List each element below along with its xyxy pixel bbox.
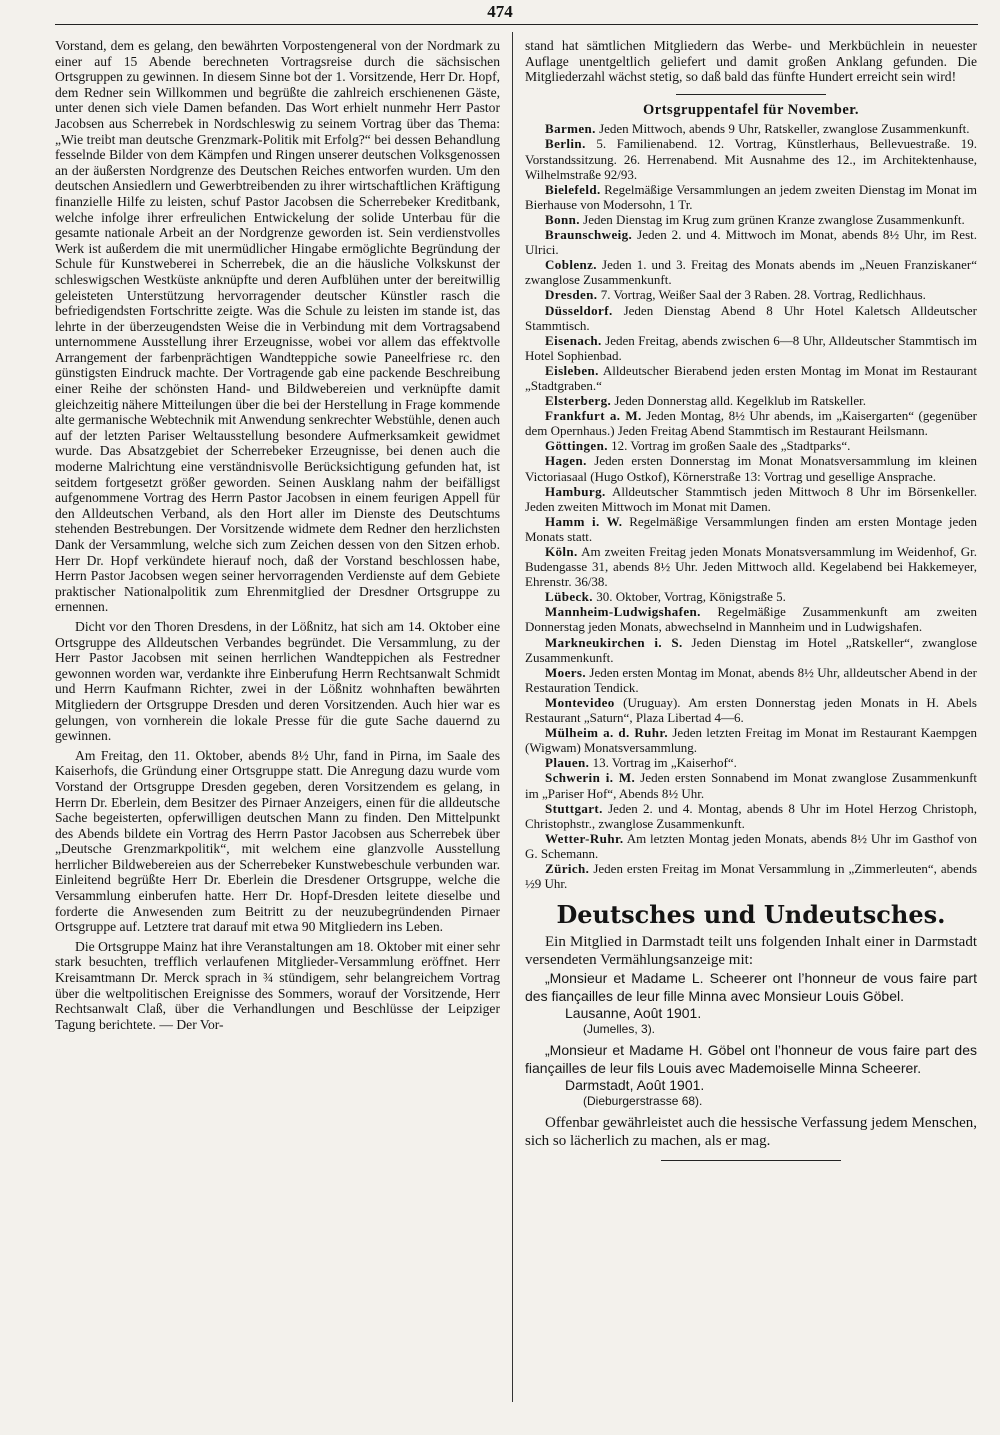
ortsgruppe-entry — [525, 287, 977, 302]
ortsgruppe-entry — [525, 665, 977, 695]
ortsgruppe-details: Regelmäßige Versammlungen finden am ersten Montage jeden Monats statt. — [525, 513, 978, 544]
intro-paragraph: Ein Mitglied in Darmstadt teilt uns folgenden Inhalt einer in Darmstadt versendeten Vermählungsanzeige mit: — [525, 934, 977, 969]
ortsgruppe-city: Wetter-Ruhr. — [545, 830, 624, 846]
ortsgruppe-city: Berlin. — [545, 136, 586, 152]
ortsgruppe-entry — [525, 755, 977, 770]
ortsgruppe-entry — [525, 212, 977, 227]
ortsgruppe-details: Alldeutscher Bierabend jeden ersten Montag im Monat im Restaurant „Stadtgraben.“ — [525, 362, 977, 393]
ortsgruppe-city: Bonn. — [545, 211, 580, 227]
ortsgruppe-details: 5. Familienabend. 12. Vortrag, Künstlerhaus, Bellevuestraße. 19. Vorstandssitzung. 26. Herrenabend. Mit Ausnahme des 12., im Architektenhause, Wilhelmstraße 92/93. — [525, 136, 978, 182]
ortsgruppe-entry — [525, 453, 977, 483]
ortsgruppe-city: Coblenz. — [545, 257, 597, 273]
ortsgruppe-city: Schwerin i. M. — [545, 770, 636, 786]
end-rule — [661, 1160, 841, 1161]
ortsgruppe-entry — [525, 438, 977, 453]
announcement-goebel-place: Darmstadt, Août 1901. — [565, 1077, 705, 1094]
ortsgruppe-city: Zürich. — [545, 860, 590, 876]
ortsgruppe-city: Frankfurt a. M. — [545, 408, 642, 424]
closing-remark: Offenbar gewährleistet auch die hessische Verfassung jedem Menschen, sich so lächerlich zu machen, als er mag. — [525, 1114, 977, 1149]
announcement-scheerer: „Monsieur et Madame L. Scheerer ont l’honneur de vous faire part des fiançailles de leur fille Minna avec Monsieur Louis Göbel. — [525, 970, 977, 1005]
ortsgruppe-city: Göttingen. — [545, 438, 608, 454]
right-column — [525, 38, 977, 1161]
ortsgruppe-details: 12. Vortrag im großen Saale des „Stadtparks“. — [611, 438, 851, 454]
ortsgruppe-entry — [525, 408, 977, 438]
ortsgruppe-entry — [525, 227, 977, 257]
ortsgruppe-details: Regelmäßige Versammlungen an jedem zweiten Dienstag im Monat im Bierhause von Modersohn, 1 Tr. — [525, 181, 978, 212]
ortsgruppe-details: Jeden 2. und 4. Montag, abends 8 Uhr im Hotel Herzog Christoph, Christophstr., zwanglose Zusammenkunft. — [525, 800, 977, 831]
ortsgruppe-city: Braunschweig. — [545, 227, 633, 243]
page-number: 474 — [487, 2, 513, 21]
ortsgruppe-entry — [525, 257, 977, 287]
ortsgruppe-entry — [525, 544, 977, 589]
announcement-scheerer-address: (Jumelles, 3). — [583, 1021, 656, 1036]
paragraph-dresden-lecture: Vorstand, dem es gelang, den bewährten Vorpostengeneral von der Nordmark zu einer auf 15 Abende berechneten Vortragsreise durch die sächsischen Ortsgruppen zu gewinnen. In diesem Sinne bot der 1. Vorsitzende, Herr Dr. Hopf, dem Redner sein Willkommen und begrüßte die zahlreich erschienenen Gäste, unter denen sich viele Damen befanden. Das Wort erhielt nunmehr Herr Pastor Jacobsen aus Scherrebek in Nordschleswig zu seinem Vortrag über das Thema: „Wie treibt man deutsche Grenzmark-Politik mit Erfolg?“ bei dessen Behandlung fesselnde Bilder von dem Kämpfen und Ringen unserer deutschen Volksgenossen an der äußersten Nordgrenze des Deutschen Reiches entworfen wurden. Um den deutschen Ansiedlern und Gewerbtreibenden zu ihrer wirtschaftlichen Kräftigung finanzielle Hilfe zu leisten, schuf Pastor Jacobsen die Scherrebeker Kreditbank, welche infolge ihrer erfreulichen Entwickelung der solide Unterbau für die gesamte nationale Arbeit an der Nordgrenze geworden ist. Sein verdienstvolles Werk ist außerdem die mit unermüdlicher Hingabe ermöglichte Begründung der Schule für Kunstweberei in Scherrebek, die an die häusliche Volkskunst der schleswigschen Westküste anknüpfte und deren Aufblühen unter der bereitwillig geleisteten Unterstützung hervorragender deutscher Künstler rasch die befriedigendsten Fortschritte zeigte. Was die Schule zu leisten im stande ist, das lehrte in der überzeugendsten Weise die in Verbindung mit dem Vortragsabend unternommene Ausstellung ihrer Erzeugnisse, wobei vor allem das effektvolle Arrangement der farbenprächtigen Wandteppiche sowie Paneelfriese rc. den günstigsten Eindruck machte. Der Vortragende gab eine packende Beschreibung einer Reihe der schönsten Hand- und Bildwebereien und verknüpfte damit gleichzeitig nähere Mitteilungen über die bei der Herstellung in Frage kommende alte germanische Webtechnik mit Anwendung senkrechter Webstühle, denen auch auf der letzten Pariser Weltausstellung besondere Aufmerksamkeit gewidmet wurde. Das Absatzgebiet der Scherrebeker Erzeugnisse, bei denen auch die moderne Malrichtung eine verständnisvolle Berücksichtigung gefunden hat, ist seitdem fortgesetzt größer geworden. Seinen Ausklang nahm der beifälligst aufgenommene Vortrag des Herrn Pastor Jacobsen in einem feurigen Appell für den Alldeutschen Verband, als den Hort aller im Dienste des Deutschtums stehenden Bestrebungen. Der Vorsitzende widmete dem Redner den herzlichsten Dank der Versammlung, welche sich zum Zeichen dessen von den Sitzen erhob. Herr Dr. Hopf verkündete hierauf noch, daß der Vorstand beschlossen habe, Herrn Pastor Jacobsen wegen seiner hervorragenden Verdienste auf dem Gebiete praktischer Nationalpolitik zum Ehrenmitglied der Dresdner Ortsgruppe zu ernennen. — [55, 38, 500, 615]
ortsgruppe-details: Jeden ersten Donnerstag im Monat Monatsversammlung im kleinen Victoriasaal (Hugo Ostkof), Körnerstraße 13: Vortrag und gesellige Ansprache. — [525, 453, 977, 484]
ortsgruppe-details: Jeden ersten Sonnabend im Monat zwanglose Zusammenkunft im „Pariser Hof“, Abends 8½ Uhr. — [525, 770, 978, 801]
ortsgruppentafel-heading: Ortsgruppentafel für November. — [643, 101, 859, 118]
ortsgruppe-details: (Uruguay). Am ersten Donnerstag jeden Monats in H. Abels Restaurant „Saturn“, Plaza Libertad 4—6. — [525, 694, 977, 726]
ortsgruppe-city: Hamm i. W. — [545, 513, 623, 529]
announcement-goebel-address: (Dieburgerstrasse 68). — [583, 1093, 703, 1108]
header-rule — [55, 24, 978, 25]
ortsgruppe-city: Düsseldorf. — [545, 302, 613, 318]
ortsgruppe-details: 13. Vortrag im „Kaiserhof“. — [592, 755, 737, 771]
ortsgruppe-entry — [525, 831, 977, 861]
paragraph-mainz: Die Ortsgruppe Mainz hat ihre Veranstaltungen am 18. Oktober mit einer sehr stark besuchten, trefflich verlaufenen Mitglieder-Versammlung eröffnet. Herr Kreisamtmann Dr. Merck sprach in ¾ stündigem, sehr belangreichem Vortrag über die weltpolitischen Ereignisse des Sommers, worauf der Vorsitzende, Herr Rechtsanwalt Claß, über die Verhandlungen und Beschlüsse der Leipziger Tagung berichtete. — Der Vor- — [55, 938, 500, 1032]
ortsgruppe-city: Elsterberg. — [545, 393, 612, 409]
ortsgruppe-city: Köln. — [545, 544, 578, 559]
ortsgruppe-entry — [525, 182, 977, 212]
ortsgruppe-city: Mülheim a. d. Ruhr. — [545, 725, 669, 741]
paragraph-continuation: stand hat sämtlichen Mitgliedern das Werbe- und Merkbüchlein in neuester Auflage unentgeltlich geliefert und damit großen Anklang gefunden. Die Mitgliederzahl wächst stetig, so daß bald das fünfte Hundert erreicht sein wird! — [525, 38, 977, 85]
ortsgruppe-city: Dresden. — [545, 287, 598, 303]
ortsgruppe-entry — [525, 695, 977, 725]
ortsgruppe-details: Regelmäßige Zusammenkunft am zweiten Donnerstag jeden Monats, abwechselnd in Mannheim und in Ludwigshafen. — [525, 604, 977, 635]
ortsgruppe-city: Barmen. — [545, 121, 596, 137]
ortsgruppe-details: 30. Oktober, Vortrag, Königstraße 5. — [596, 589, 786, 605]
paragraph-pirna: Am Freitag, den 11. Oktober, abends 8½ Uhr, fand in Pirna, im Saale des Kaiserhofs, die Gründung einer Ortsgruppe statt. Die Anregung dazu wurde vom Vorstand der Ortsgruppe Dresden gegeben, deren Vorsitzendem es gelang, in Herrn Dr. Eberlein, dem Besitzer des Pirnaer Anzeigers, einen für die alldeutsche Sache begeisterten, opferwilligen deutschen Mann zu finden. Den Mittelpunkt des Abends bildete ein Vortrag des Herrn Pastor Jacobsen aus Scherrebek über „Deutsche Grenzmarkpolitik“, mit welchem eine glanzvolle Ausstellung herrlicher Bildwebereien aus der Scherrebeker Kunstwebeschule verbunden war. Einleitend begrüßte Herr Dr. Eberlein die Dresdener Ortsgruppe, welche die Versammlung einberufen hatte. Herr Dr. Hopf-Dresden leitete dieselbe und forderte die Anwesenden zum Beitritt zu der neuzubegründenden Pirnaer Ortsgruppe auf. Letztere trat darauf mit etwa 90 Mitgliedern ins Leben. — [55, 747, 500, 935]
ortsgruppe-details: Jeden Freitag, abends zwischen 6—8 Uhr, Alldeutscher Stammtisch im Hotel Sophienbad. — [525, 332, 978, 363]
ortsgruppe-city: Mannheim-Ludwigshafen. — [545, 604, 701, 620]
ortsgruppe-details: Jeden Donnerstag alld. Kegelklub im Ratskeller. — [614, 393, 867, 409]
ortsgruppe-details: Jeden Dienstag im Krug zum grünen Kranze zwanglose Zusammenkunft. — [583, 211, 965, 227]
left-column — [55, 38, 500, 1032]
ortsgruppe-entry — [525, 484, 977, 514]
section-title: Deutsches und Undeutsches. — [556, 900, 946, 930]
ortsgruppe-entry — [525, 589, 977, 604]
ortsgruppe-entry — [525, 136, 977, 181]
column-divider — [512, 32, 513, 1402]
ortsgruppe-entry — [525, 770, 977, 800]
ortsgruppe-details: Jeden ersten Montag im Monat, abends 8½ Uhr, alldeutscher Abend in der Restauration Tendick. — [525, 664, 978, 695]
ortsgruppe-details: Am letzten Montag jeden Monats, abends 8½ Uhr im Gasthof von G. Schemann. — [525, 830, 977, 861]
ortsgruppe-details: Jeden 2. und 4. Mittwoch im Monat, abends 8½ Uhr, im Rest. Ulrici. — [525, 227, 978, 258]
ortsgruppe-details: Am zweiten Freitag jeden Monats Monatsversammlung im Weidenhof, Gr. Budengasse 31, abends 8½ Uhr. Jeden Mittwoch alld. Kegelabend bei Hakkemeyer, Ehrenstr. 36/38. — [525, 544, 977, 590]
ortsgruppe-entry — [525, 604, 977, 634]
ortsgruppe-city: Moers. — [545, 664, 587, 680]
ortsgruppe-entry — [525, 725, 977, 755]
ortsgruppe-details: Jeden Dienstag Abend 8 Uhr Hotel Kaletsch Alldeutscher Stammtisch. — [525, 302, 977, 333]
ortsgruppe-city: Plauen. — [545, 755, 590, 771]
ortsgruppe-city: Montevideo — [545, 694, 615, 710]
ortsgruppe-city: Eisenach. — [545, 332, 602, 348]
ortsgruppe-city: Hagen. — [545, 453, 587, 469]
ortsgruppe-entry — [525, 861, 977, 891]
ortsgruppe-details: Jeden Mittwoch, abends 9 Uhr, Ratskeller, zwanglose Zusammenkunft. — [599, 121, 970, 137]
ortsgruppe-entry — [525, 514, 977, 544]
ortsgruppe-entry — [525, 121, 977, 136]
ortsgruppe-details: 7. Vortrag, Weißer Saal der 3 Raben. 28. Vortrag, Redlichhaus. — [600, 287, 926, 303]
ortsgruppe-entry — [525, 393, 977, 408]
ortsgruppe-city: Eisleben. — [545, 362, 599, 378]
ortsgruppe-city: Lübeck. — [545, 589, 593, 605]
ortsgruppe-entry — [525, 801, 977, 831]
ortsgruppe-city: Bielefeld. — [545, 181, 601, 197]
ortsgruppe-details: Alldeutscher Stammtisch jeden Mittwoch 8 Uhr im Börsenkeller. Jeden zweiten Mittwoch im Monat mit Damen. — [525, 483, 977, 514]
ortsgruppe-city: Stuttgart. — [545, 800, 603, 816]
ortsgruppe-details: Jeden ersten Freitag im Monat Versammlung in „Zimmerleuten“, abends ½9 Uhr. — [525, 860, 978, 892]
ortsgruppe-city: Markneukirchen i. S. — [545, 634, 683, 650]
ortsgruppe-entry — [525, 303, 977, 333]
ortsgruppe-city: Hamburg. — [545, 483, 606, 499]
ortsgruppe-details: Jeden letzten Freitag im Monat im Restaurant Kaempgen (Wigwam) Monatsversammlung. — [525, 725, 978, 756]
announcement-scheerer-place: Lausanne, Août 1901. — [565, 1005, 702, 1022]
section-rule — [676, 94, 826, 95]
ortsgruppe-entry — [525, 635, 977, 665]
ortsgruppe-entry — [525, 333, 977, 363]
paragraph-loessnitz: Dicht vor den Thoren Dresdens, in der Lößnitz, hat sich am 14. Oktober eine Ortsgruppe des Alldeutschen Verbandes begründet. Die Versammlung, zu der Herr Pastor Jacobsen mit seinen herrlichen Wandteppichen als Festredner gewonnen worden war, verdankte ihre Einberufung Herrn Rechtsanwalt Schmidt und Herrn Kaufmann Richter, zwei in der Lößnitz wohnhaften bewährten Mitgliedern der Ortsgruppe Dresden und deren Vorsitzenden. Auch hier war es gelungen, von vornherein die lokale Presse für die gute Sache dauernd zu gewinnen. — [55, 618, 500, 744]
ortsgruppe-details: Jeden Dienstag im Hotel „Ratskeller“, zwanglose Zusammenkunft. — [525, 634, 977, 665]
ortsgruppentafel-list — [525, 121, 977, 891]
ortsgruppe-entry — [525, 363, 977, 393]
announcement-goebel: „Monsieur et Madame H. Göbel ont l’honneur de vous faire part des fiançailles de leur fils Louis avec Mademoiselle Minna Scheerer. — [525, 1042, 977, 1077]
ortsgruppe-details: Jeden Montag, 8½ Uhr abends, im „Kaisergarten“ (gegenüber dem Opernhaus.) Jeden Freitag Abend Stammtisch im Restaurant Heilsmann. — [525, 408, 978, 439]
ortsgruppe-details: Jeden 1. und 3. Freitag des Monats abends im „Neuen Franziskaner“ zwanglose Zusammenkunft. — [525, 257, 977, 288]
